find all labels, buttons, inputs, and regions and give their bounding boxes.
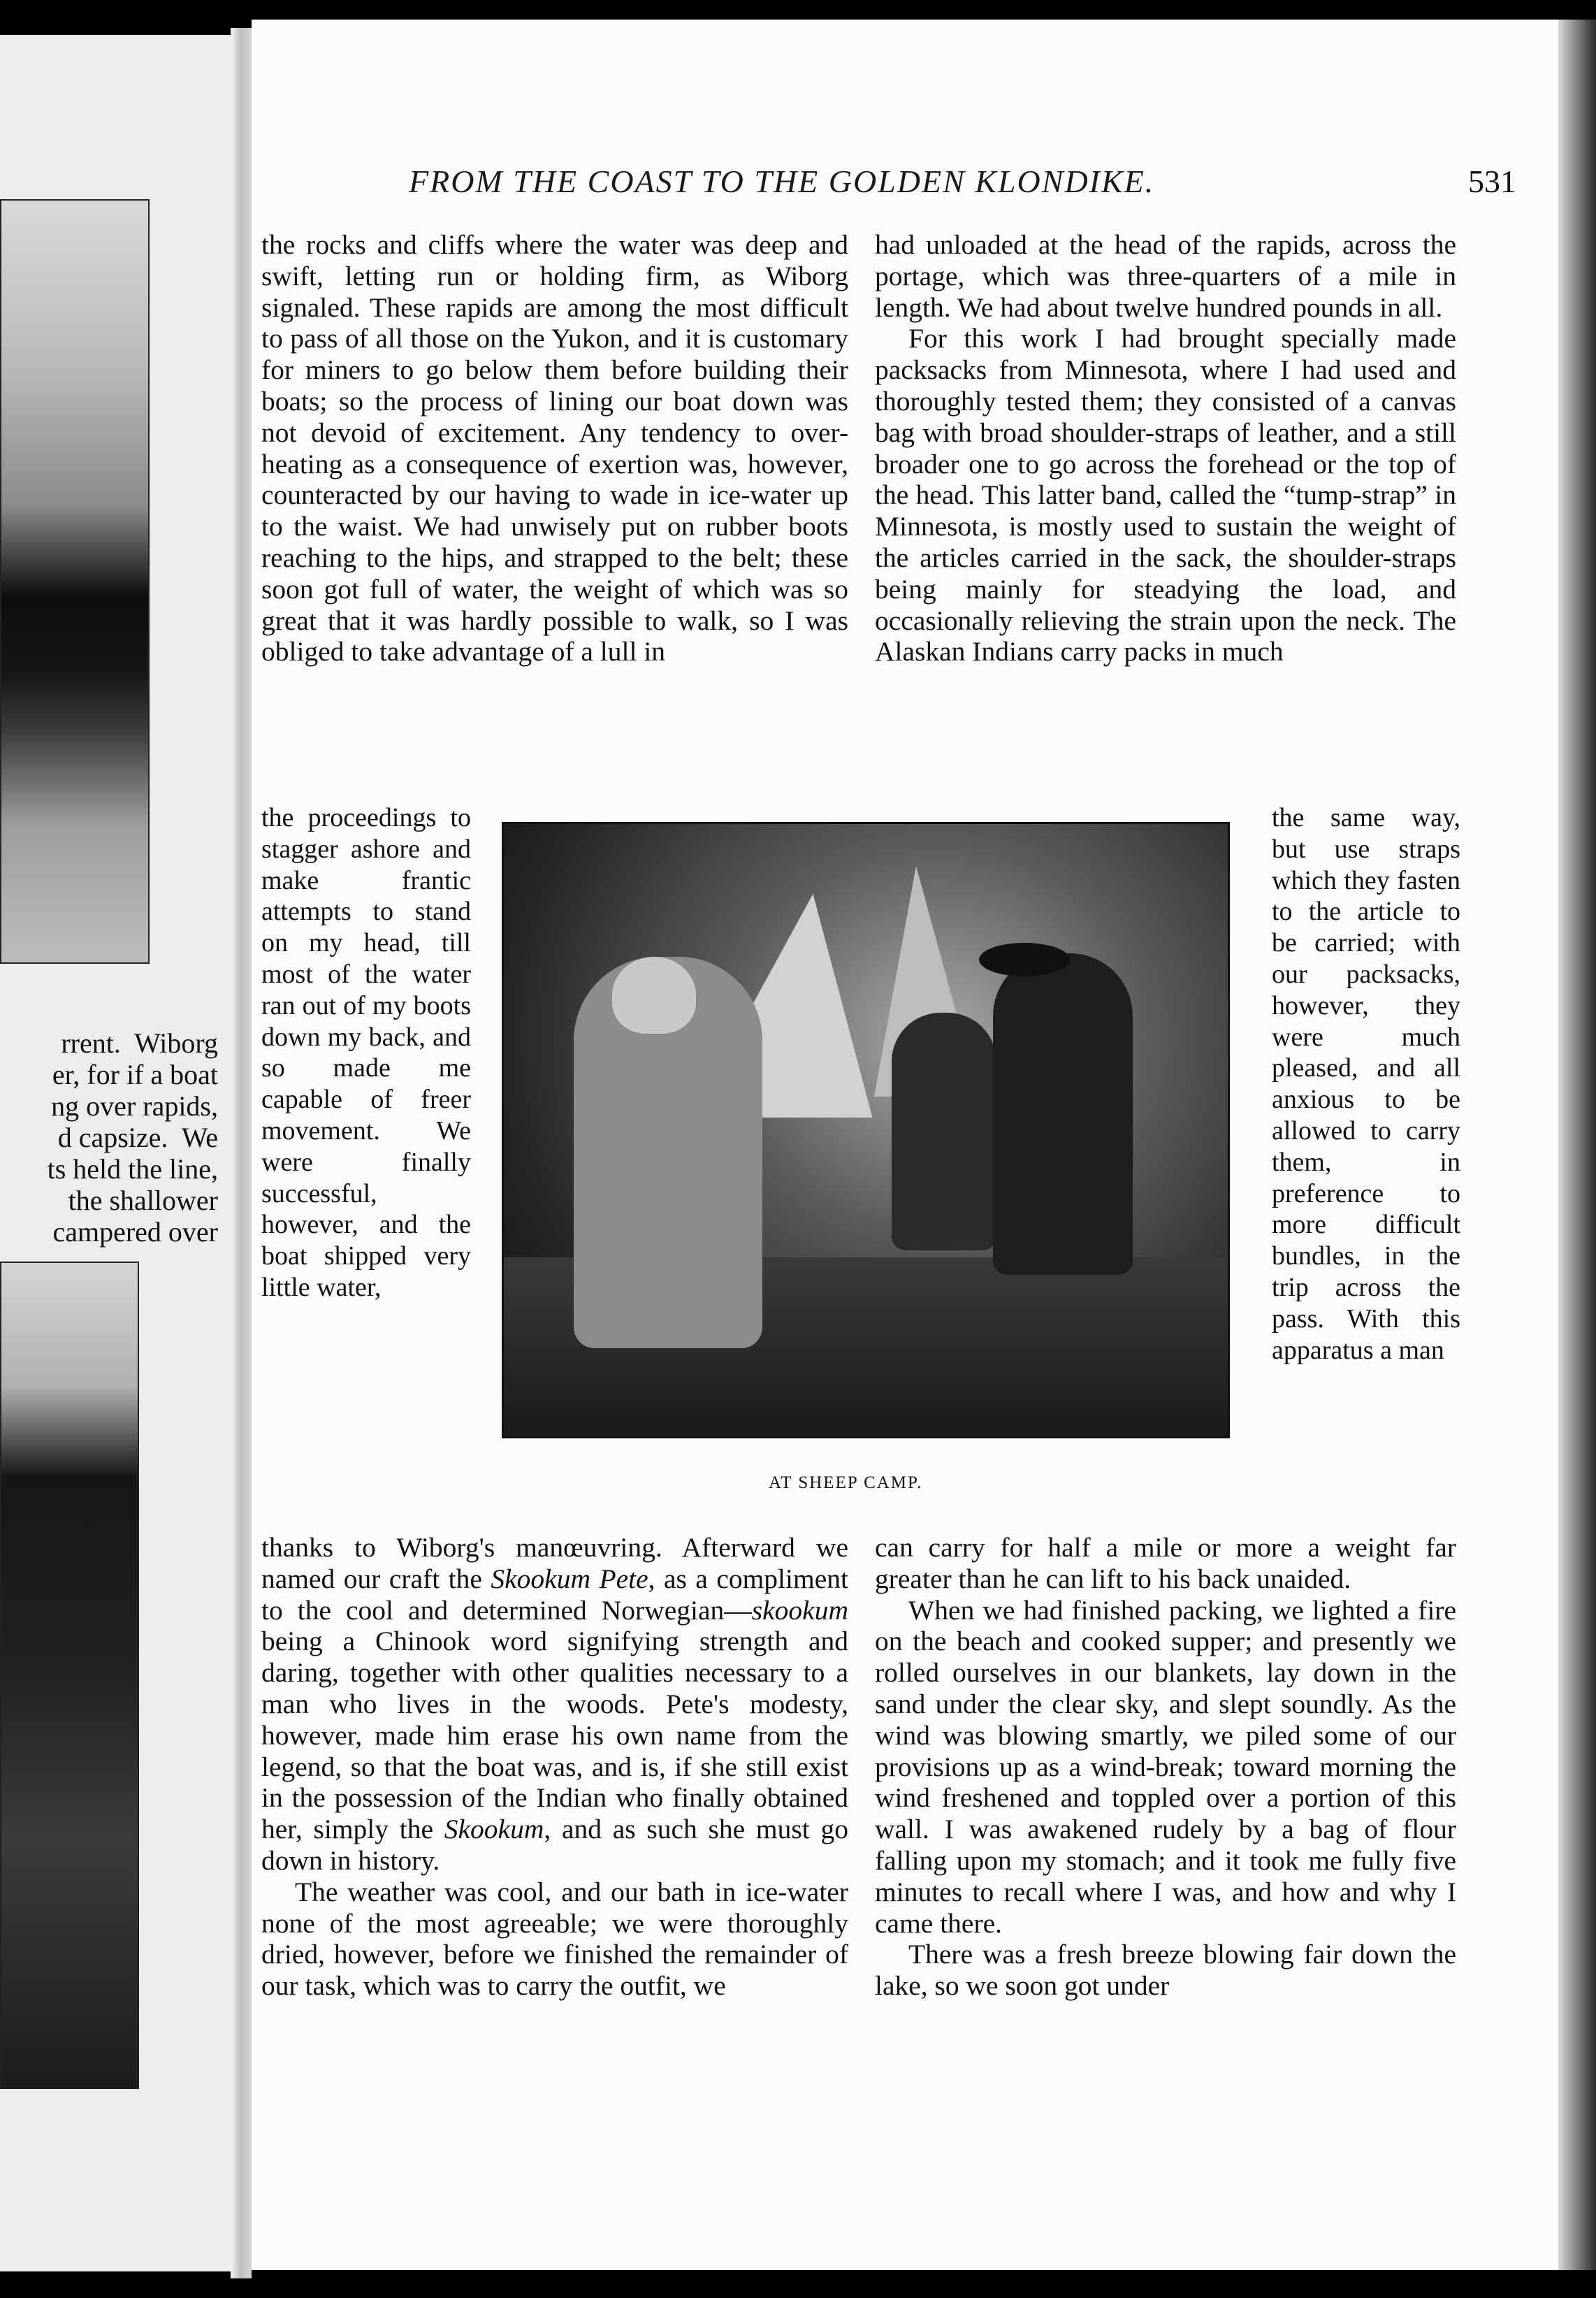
paragraph: For this work I had brought specially made packsacks from Minnesota, where I had used and thoroughly tested them; they consisted of a canvas bag with broad shoulder-straps of leather, and a still broader one to go across the forehead or the top of the head. This latter band, called the “tump-strap” in Minnesota, is mostly used to sustain the weight of the articles carried in the sack, the shoulder-straps being mainly for steadying the load, and occasionally relieving the strain upon the neck. The Alaskan Indians carry packs in much <box>875 323 1456 667</box>
sheep-camp-photo <box>502 822 1230 1438</box>
paragraph: When we had finished packing, we lighted a fire on the beach and cooked supper; and presently we rolled ourselves in our blankets, lay down in the sand under the clear sky, and slept soundly. As the wind was blowing smartly, we piled some of our provisions up as a wind-break; toward morning the wind freshened and toppled over a portion of this wall. I was awakened rudely by a bag of flour falling upon my stomach; and it took me fully five minutes to recall where I was, and how and why I came there. <box>875 1594 1456 1939</box>
paragraph: The weather was cool, and our bath in ice-water none of the most agreeable; we were thoroughly dried, however, before we finished the remainder of our task, which was to carry the outfit, we <box>261 1876 848 2002</box>
paragraph: thanks to Wiborg's manœuvring. Afterward we named our craft the Skookum Pete, as a compliment to the cool and determined Norwegian—skookum being a Chinook word signifying strength and daring, together with other qualities necessary to a man who lives in the woods. Pete's modesty, however, made him erase his own name from the legend, so that the boat was, and is, if she still exist in the possession of the Indian who finally obtained her, simply the Skookum, and as such she must go down in history. <box>261 1532 848 1876</box>
running-title: FROM THE COAST TO THE GOLDEN KLONDIKE. <box>409 164 1155 199</box>
left-column-wrap-text: the proceedings to stagger ashore and make frantic attempts to stand on my head, till most of the water ran out of my boots down my back, and so made me capable of freer movement. We were finally successful, however, and the boat shipped very little water, <box>261 803 471 1302</box>
facing-page-photo-top <box>0 199 150 964</box>
left-column-bottom <box>261 1532 848 2002</box>
facing-page-text-fragment: rrent. Wiborg er, for if a boat ng over rapids, d capsize. We ts held the line, the shallower campered over <box>47 1027 218 1248</box>
paragraph: can carry for half a mile or more a weight far greater than he can lift to his back unaided. <box>875 1532 1456 1594</box>
facing-page-photo-bottom <box>0 1262 139 2089</box>
right-column-bottom <box>875 1532 1456 2002</box>
magazine-page <box>252 20 1558 2270</box>
facing-page <box>0 35 231 2271</box>
scan-edge <box>1558 20 1596 2270</box>
photo-man-cap <box>612 957 696 1034</box>
page-number: 531 <box>1468 164 1516 199</box>
photo-man-hat <box>979 943 1070 976</box>
right-column-top <box>875 229 1456 667</box>
paragraph: There was a fresh breeze blowing fair down the lake, so we soon got under <box>875 1939 1456 2002</box>
photo-standing-man <box>993 953 1133 1275</box>
right-column-wrap-text: the same way, but use straps which they fasten to the article to be carried; with our packsacks, however, they were much pleased, and all anxious to be allowed to carry them, in preference to more difficult bundles, in the trip across the pass. With this apparatus a man <box>1272 803 1460 1365</box>
paragraph: the rocks and cliffs where the water was deep and swift, letting run or holding firm, as Wiborg signaled. These rapids are among the most difficult to pass of all those on the Yukon, and it is customary for miners to go below them before building their boats; so the process of lining our boat down was not devoid of excitement. Any tendency to over-heating as a consequence of exertion was, however, counteracted by our having to wade in ice-water up to the waist. We had unwisely put on rubber boots reaching to the hips, and strapped to the belt; these soon got full of water, the weight of which was so great that it was hardly possible to walk, so I was obliged to take advantage of a lull in <box>261 229 848 667</box>
left-column-top <box>261 229 848 667</box>
photo-seated-woman <box>892 1013 996 1250</box>
paragraph: had unloaded at the head of the rapids, across the portage, which was three-quarters of a mile in length. We had about twelve hundred pounds in all. <box>875 229 1456 323</box>
page-gutter <box>231 28 252 2278</box>
photo-caption: AT SHEEP CAMP. <box>769 1473 923 1492</box>
